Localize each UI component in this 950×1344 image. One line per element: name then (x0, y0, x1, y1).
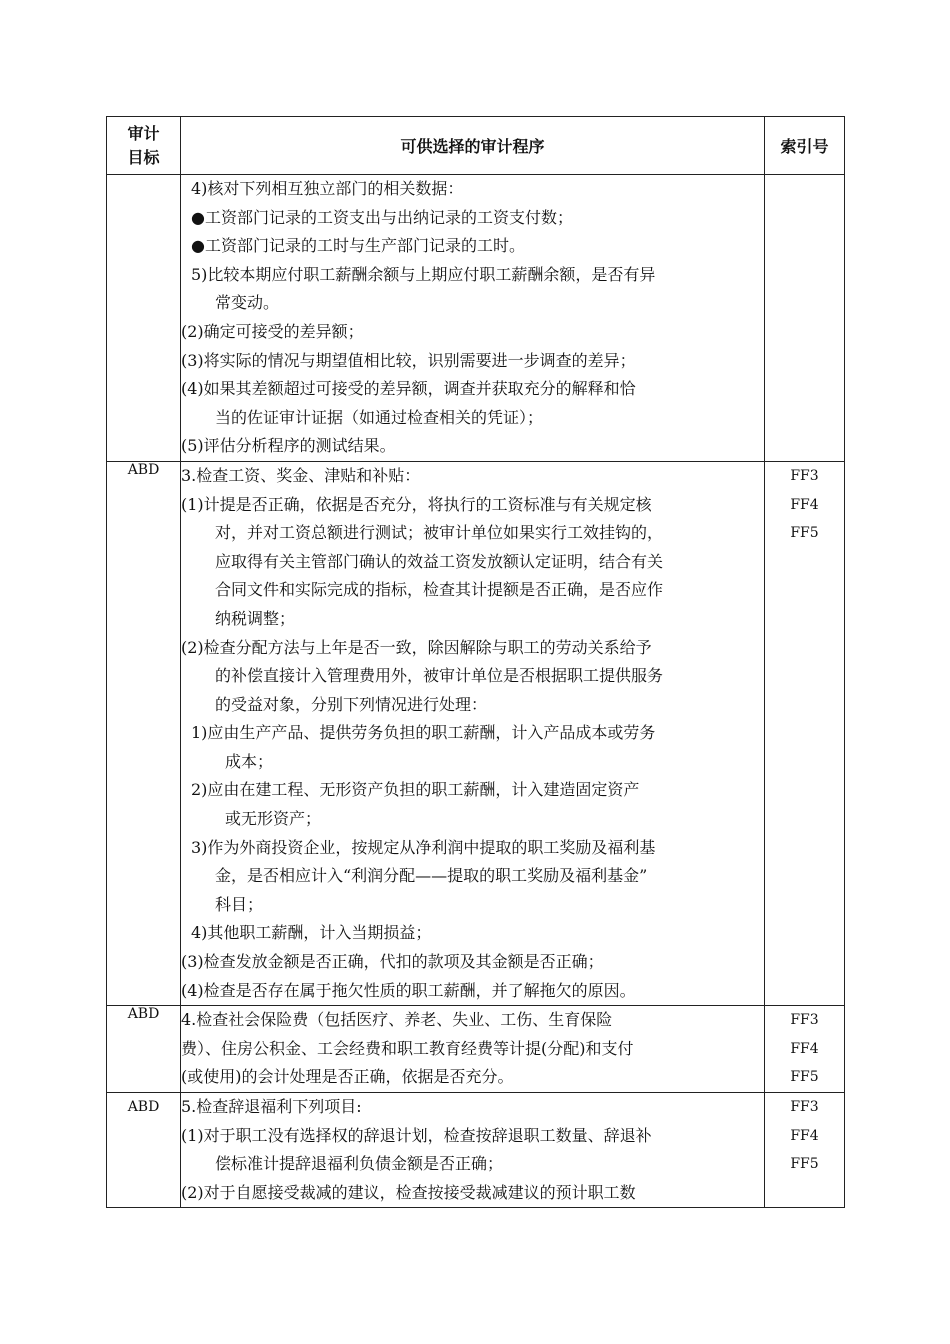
procedure-line: 科目； (215, 894, 264, 914)
procedure-cell (181, 175, 765, 462)
procedure-line: 4)其他职工薪酬，计入当期损益； (191, 923, 432, 943)
procedure-line: 合同文件和实际完成的指标，检查其计提额是否正确，是否应作 (215, 580, 664, 600)
procedure-line: (3)检查发放金额是否正确，代扣的款项及其金额是否正确； (181, 952, 604, 972)
procedure-line: ●工资部门记录的工时与生产部门记录的工时。 (191, 236, 525, 256)
procedure-line: 成本； (225, 751, 274, 771)
procedure-line: (5)评估分析程序的测试结果。 (181, 436, 396, 456)
index-ref: FF4 (790, 1040, 819, 1057)
index-ref: FF5 (790, 1156, 819, 1173)
procedure-line: 当的佐证审计证据（如通过检查相关的凭证）； (215, 407, 544, 427)
objective-cell: ABD (107, 1006, 181, 1093)
header-objective (107, 117, 181, 175)
table-header-row (107, 117, 845, 175)
header-procedures: 可供选择的审计程序 (181, 117, 765, 175)
procedure-line: 1)应由生产产品、提供劳务负担的职工薪酬，计入产品成本或劳务 (191, 723, 656, 743)
index-ref: FF3 (790, 1012, 819, 1029)
index-ref: FF4 (790, 1127, 819, 1144)
procedure-line: 3.检查工资、奖金、津贴和补贴： (181, 465, 421, 485)
index-ref: FF3 (790, 1099, 819, 1115)
procedure-line: 5.检查辞退福利下列项目: (181, 1097, 362, 1116)
procedure-line: 5)比较本期应付职工薪酬余额与上期应付职工薪酬余额，是否有异 (191, 264, 656, 284)
procedure-line: (2)检查分配方法与上年是否一致，除因解除与职工的劳动关系给予 (181, 637, 652, 657)
index-ref: FF5 (790, 525, 819, 542)
procedure-cell (181, 461, 765, 1005)
procedure-line: 3)作为外商投资企业，按规定从净利润中提取的职工奖励及福利基 (191, 837, 656, 857)
procedure-line: 对，并对工资总额进行测试；被审计单位如果实行工效挂钩的， (215, 523, 664, 543)
procedure-line: 应取得有关主管部门确认的效益工资发放额认定证明，结合有关 (215, 551, 664, 571)
procedure-line: 费）、住房公积金、工会经费和职工教育经费等计提(分配)和支付 (181, 1038, 634, 1058)
procedure-line: (1)计提是否正确，依据是否充分，将执行的工资标准与有关规定核 (181, 494, 652, 514)
objective-cell (107, 175, 181, 462)
table-row (107, 1093, 845, 1208)
table-row (107, 175, 845, 462)
table-row (107, 1006, 845, 1093)
header-objective-line2: 目标 (127, 147, 160, 167)
procedure-line: (4)检查是否存在属于拖欠性质的职工薪酬，并了解拖欠的原因。 (181, 980, 636, 1000)
procedure-line: 纳税调整； (215, 608, 296, 628)
procedure-line: ●工资部门记录的工资支出与出纳记录的工资支付数； (191, 207, 573, 227)
procedure-line: (1)对于职工没有选择权的辞退计划，检查按辞退职工数量、辞退补 (181, 1125, 652, 1145)
procedure-line: (4)如果其差额超过可接受的差异额，调查并获取充分的解释和恰 (181, 379, 636, 399)
index-cell (765, 1093, 845, 1208)
procedure-line: (2)确定可接受的差异额； (181, 321, 364, 341)
objective-cell: ABD (107, 1093, 181, 1208)
procedure-line: 的受益对象，分别下列情况进行处理： (215, 694, 488, 714)
procedure-line: 或无形资产； (225, 809, 322, 829)
table-row (107, 461, 845, 1005)
header-objective-line1: 审计 (127, 123, 160, 143)
procedure-line: 偿标准计提辞退福利负债金额是否正确； (215, 1154, 504, 1174)
procedure-line: 4)核对下列相互独立部门的相关数据： (191, 179, 464, 198)
objective-cell: ABD (107, 461, 181, 1005)
index-cell (765, 1006, 845, 1093)
procedure-line: 4.检查社会保险费（包括医疗、养老、失业、工伤、生育保险 (181, 1010, 613, 1030)
index-cell (765, 461, 845, 1005)
procedure-line: (或使用)的会计处理是否正确，依据是否充分。 (181, 1067, 514, 1087)
header-index: 索引号 (765, 117, 845, 175)
procedure-cell (181, 1006, 765, 1093)
procedure-line: (2)对于自愿接受裁减的建议，检查按接受裁减建议的预计职工数 (181, 1182, 636, 1202)
audit-procedures-table (106, 116, 845, 1208)
procedure-line: 2)应由在建工程、无形资产负担的职工薪酬，计入建造固定资产 (191, 780, 640, 800)
index-cell (765, 175, 845, 462)
procedure-line: 的补偿直接计入管理费用外，被审计单位是否根据职工提供服务 (215, 666, 664, 686)
index-ref: FF3 (790, 467, 819, 484)
index-ref: FF5 (790, 1069, 819, 1086)
procedure-cell (181, 1093, 765, 1208)
procedure-line: 金，是否相应计入“利润分配——提取的职工奖励及福利基金” (215, 866, 648, 886)
index-ref: FF4 (790, 496, 819, 513)
procedure-line: 常变动。 (215, 293, 280, 313)
procedure-line: (3)将实际的情况与期望值相比较，识别需要进一步调查的差异； (181, 350, 636, 370)
